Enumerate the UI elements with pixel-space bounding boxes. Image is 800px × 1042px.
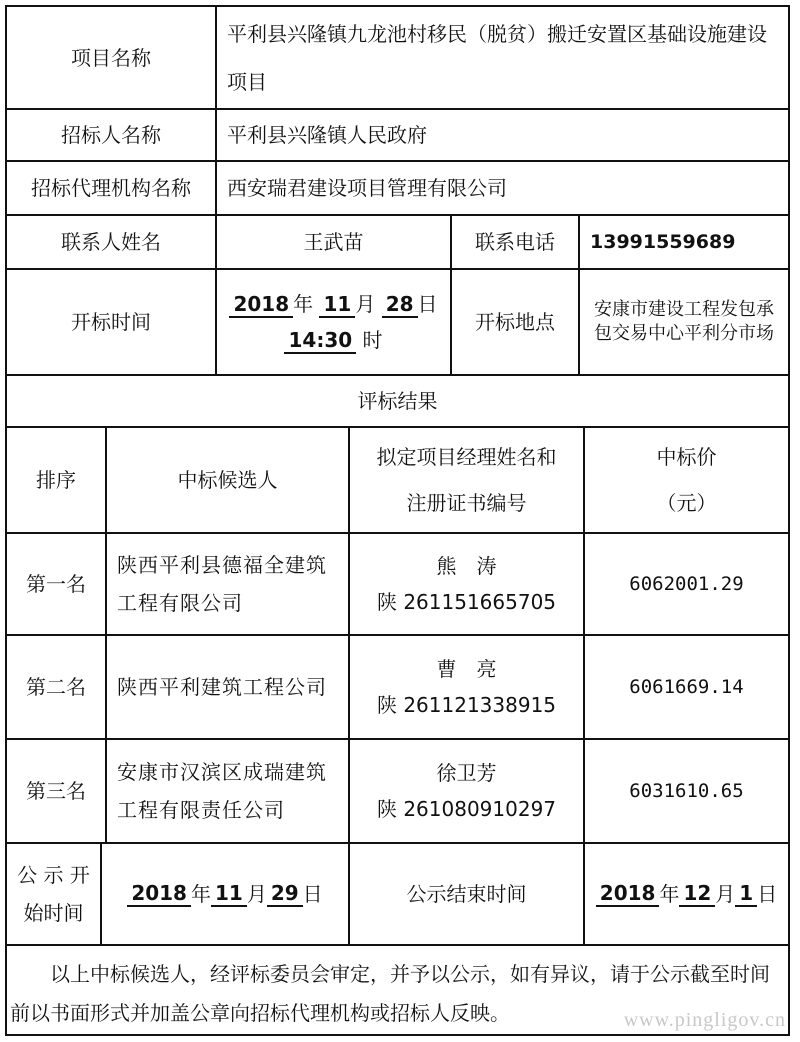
open-clock: 14:30 bbox=[284, 328, 356, 354]
manager-cell bbox=[350, 534, 583, 634]
open-day-unit: 日 bbox=[417, 292, 438, 316]
candidate-cell: 陕西平利县德福全建筑工程有限公司 bbox=[117, 553, 327, 615]
phone-value: 13991559689 bbox=[590, 230, 736, 253]
notice-end-day-unit: 日 bbox=[757, 882, 778, 906]
notice-end-month: 12 bbox=[679, 881, 715, 907]
row-divider bbox=[5, 944, 790, 946]
notice-start-label-line2: 始时间 bbox=[23, 901, 84, 925]
open-place-value: 安康市建设工程发包承包交易中心平利分市场 bbox=[594, 298, 774, 344]
notice-start-label-line1: 公 示 开 bbox=[17, 863, 90, 887]
contact-label: 联系人姓名 bbox=[61, 230, 161, 254]
notice-end-label: 公示结束时间 bbox=[406, 882, 527, 906]
notice-start-year-unit: 年 bbox=[190, 882, 211, 906]
open-time-label: 开标时间 bbox=[71, 310, 151, 334]
manager-name: 熊 涛 bbox=[436, 554, 497, 578]
tenderer-label: 招标人名称 bbox=[61, 123, 161, 147]
header-candidate: 中标候选人 bbox=[177, 468, 278, 492]
header-manager-line1: 拟定项目经理姓名和 bbox=[376, 445, 557, 469]
open-date-line bbox=[229, 286, 437, 322]
price-cell: 6062001.29 bbox=[629, 572, 744, 595]
notice-start-label bbox=[7, 844, 100, 944]
notice-end-month-unit: 月 bbox=[715, 882, 736, 906]
watermark: www.pingligov.cn bbox=[623, 1009, 786, 1031]
open-clock-unit: 时 bbox=[362, 328, 383, 352]
price-cell: 6031610.65 bbox=[629, 779, 744, 802]
notice-start-day-unit: 日 bbox=[302, 882, 323, 906]
tenderer-value: 平利县兴隆镇人民政府 bbox=[227, 123, 427, 147]
manager-name: 曹 亮 bbox=[436, 657, 497, 681]
manager-cert: 陕 261121338915 bbox=[376, 693, 557, 717]
open-month-unit: 月 bbox=[355, 292, 376, 316]
header-price-line1: 中标价 bbox=[656, 445, 717, 469]
rank-cell: 第一名 bbox=[26, 572, 86, 596]
manager-cell bbox=[350, 740, 583, 842]
phone-label: 联系电话 bbox=[475, 230, 555, 254]
project-name-value: 平利县兴隆镇九龙池村移民（脱贫）搬迁安置区基础设施建设项目 bbox=[227, 21, 767, 94]
footer-note: 以上中标候选人，经评标委员会审定，并予以公示，如有异议，请于公示截至时间前以书面形式并加盖公章向招标代理机构或招标人反映。 bbox=[10, 962, 770, 1025]
open-time-value bbox=[217, 270, 450, 374]
notice-start-year: 2018 bbox=[127, 881, 191, 907]
notice-end-year-unit: 年 bbox=[659, 882, 680, 906]
open-year-unit: 年 bbox=[293, 292, 314, 316]
agency-label: 招标代理机构名称 bbox=[31, 176, 191, 200]
open-month: 11 bbox=[319, 292, 355, 318]
notice-end-day: 1 bbox=[735, 881, 757, 907]
open-day: 28 bbox=[382, 292, 418, 318]
open-place-label: 开标地点 bbox=[475, 310, 555, 334]
open-year: 2018 bbox=[229, 292, 293, 318]
notice-start-value bbox=[102, 844, 348, 944]
candidate-cell: 安康市汉滨区成瑞建筑工程有限责任公司 bbox=[117, 760, 327, 822]
header-manager bbox=[350, 428, 583, 532]
rank-cell: 第三名 bbox=[26, 779, 86, 803]
project-name-label: 项目名称 bbox=[71, 45, 151, 70]
notice-start-month: 11 bbox=[211, 881, 247, 907]
manager-cert: 陕 261080910297 bbox=[376, 797, 557, 821]
open-clock-line bbox=[284, 322, 382, 358]
rank-cell: 第二名 bbox=[26, 675, 86, 699]
manager-cell bbox=[350, 636, 583, 738]
agency-value: 西安瑞君建设项目管理有限公司 bbox=[227, 176, 507, 200]
notice-end-value bbox=[585, 844, 788, 944]
header-price-line2: （元） bbox=[656, 491, 717, 515]
notice-start-day: 29 bbox=[267, 881, 303, 907]
header-manager-line2: 注册证书编号 bbox=[406, 491, 527, 515]
price-cell: 6061669.14 bbox=[629, 675, 744, 698]
header-price bbox=[585, 428, 788, 532]
manager-cert: 陕 261151665705 bbox=[376, 590, 557, 614]
notice-start-month-unit: 月 bbox=[246, 882, 267, 906]
manager-name: 徐卫芳 bbox=[436, 761, 497, 785]
result-header: 评标结果 bbox=[357, 389, 438, 413]
contact-value: 王武苗 bbox=[303, 230, 364, 254]
notice-end-year: 2018 bbox=[596, 881, 660, 907]
candidate-cell: 陕西平利建筑工程公司 bbox=[117, 675, 327, 699]
header-rank: 排序 bbox=[36, 468, 76, 492]
